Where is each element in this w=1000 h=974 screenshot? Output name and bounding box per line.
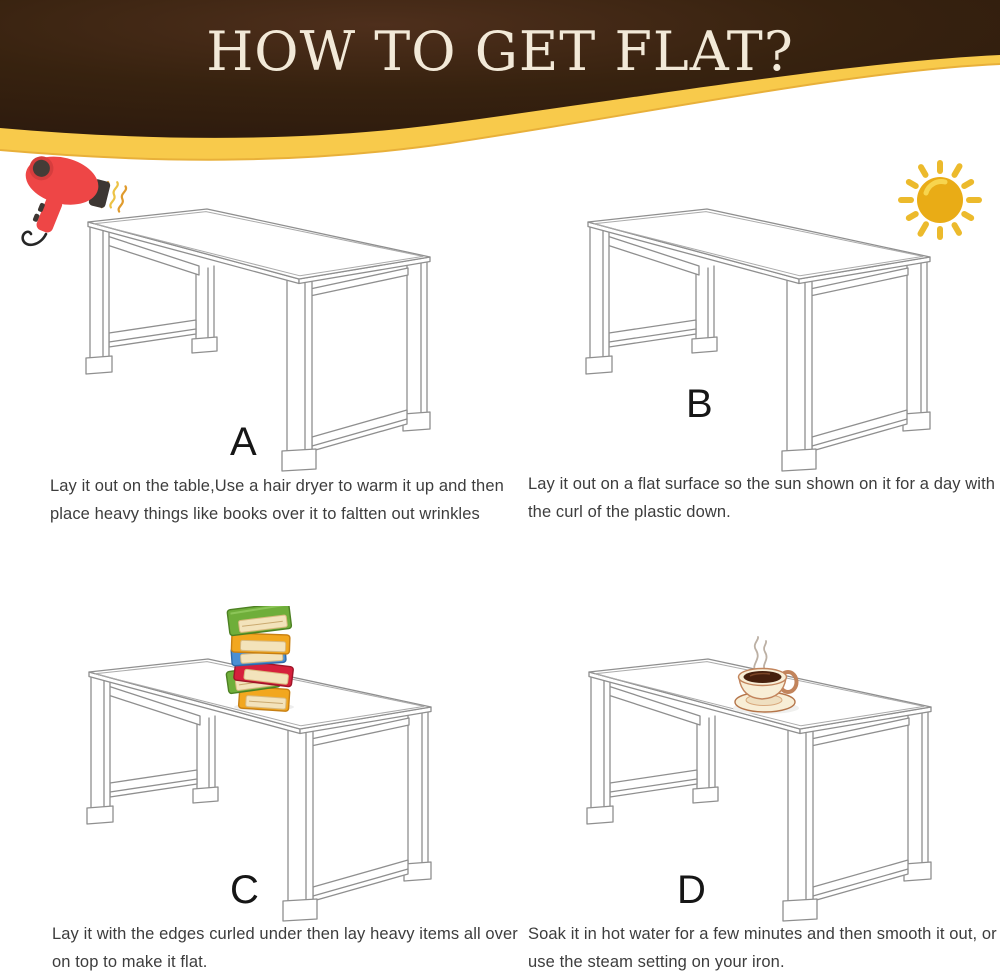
caption-line: place heavy things like books over it to faltten out wrinkles	[50, 505, 480, 523]
coffee-cup-icon	[728, 636, 802, 718]
method-letter: D	[677, 868, 707, 912]
caption-line: Lay it with the edges curled under then lay heavy items all over	[52, 925, 518, 943]
caption-line: Lay it out on the table,Use a hair dryer to warm it up and then	[50, 477, 504, 495]
method-caption	[528, 920, 997, 974]
method-caption	[50, 472, 504, 528]
page-title: HOW TO GET FLAT?	[206, 20, 794, 83]
method-letter: A	[230, 420, 258, 464]
caption-line: Soak it in hot water for a few minutes and then smooth it out, or	[528, 925, 997, 943]
caption-line: the curl of the plastic down.	[528, 503, 731, 521]
caption-line: Lay it out on a flat surface so the sun shown on it for a day with	[528, 475, 996, 493]
hair-dryer-icon	[16, 154, 140, 258]
books-stack-icon	[222, 606, 302, 712]
caption-line: use the steam setting on your iron.	[528, 953, 785, 971]
method-caption	[52, 920, 518, 974]
sun-icon	[890, 150, 990, 250]
method-letter: C	[230, 868, 260, 912]
method-letter: B	[686, 382, 714, 426]
caption-line: on top to make it flat.	[52, 953, 208, 971]
method-caption	[528, 470, 995, 526]
